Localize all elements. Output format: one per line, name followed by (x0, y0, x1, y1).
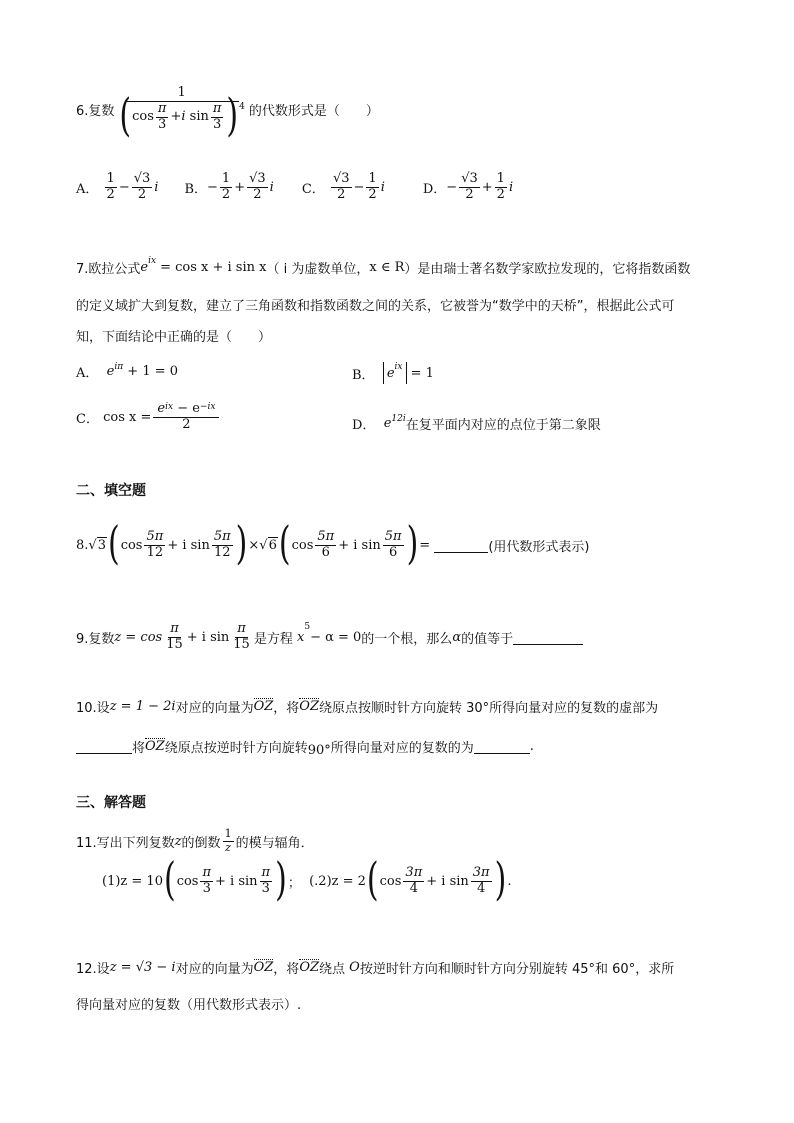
q11-pi1: π (202, 865, 212, 880)
q7-c-mid: − e (177, 401, 200, 416)
q11-three2: 3 (261, 880, 270, 896)
q7-tail: ）是由瑞士著名数学家欧拉发现的，它将指数函数 (404, 262, 691, 277)
q7-line3: 知，下面结论中正确的是（ ） (76, 330, 272, 345)
q6-tail: 的代数形式是（ ） (248, 103, 379, 119)
q10-blank1[interactable] (76, 739, 132, 754)
q7-e: e (140, 260, 149, 275)
q8: 8. √ 3 ( cos $\frac{5\pi}{12}$ + i sin $\frac{5\pi}{12}$ ) × √ 6 ( cos $\frac{5\pi}{6}$ + i sin $\frac{5\pi}{6}$ ) = (用代数形式表示) (76, 518, 590, 571)
q8-d1b: 12 (213, 544, 231, 560)
q6-c-n2: 1 (368, 171, 377, 186)
q7-option-d (352, 414, 601, 433)
q7-c-den: 2 (182, 416, 191, 432)
q12-oz2: OZ (299, 960, 320, 975)
q11-part2: (.2)z = 2 (309, 873, 366, 889)
q7-option-a (76, 362, 178, 381)
q11-line1 (76, 828, 314, 854)
q6-three2: 3 (213, 116, 222, 132)
q10-l1c: ，将 (273, 701, 300, 716)
q9-x: x (296, 629, 305, 645)
q6-stem (76, 85, 379, 143)
q11-part1: (1)z = 10 (102, 873, 163, 889)
q8-sqrt3: 3 (97, 538, 106, 554)
q6-c-d2: 2 (368, 186, 377, 202)
q7-a-label: A． (76, 366, 99, 381)
q6-cos: cos (132, 108, 154, 124)
q9-isin: + i sin (186, 629, 230, 645)
q9-mid: 是方程 (253, 631, 293, 647)
q7-a-rest: + 1 = 0 (127, 364, 179, 379)
q12-line1 (76, 958, 674, 977)
q6-pi2: π (212, 100, 222, 116)
q7-d-sup: 12i (391, 414, 406, 424)
q9-tail: 的一个根，那么 (361, 631, 453, 647)
q6-a-d1: 2 (106, 186, 115, 202)
q6-c-n1: √3 (332, 171, 350, 186)
q6-opt-d-label: D． (422, 181, 447, 197)
q12-l1c: ，将 (273, 962, 300, 977)
q6-opt-b-label: B． (184, 181, 208, 197)
q6-a-n2: √3 (133, 171, 151, 186)
q11-end: . (507, 873, 512, 889)
q6-denominator: ( cos $\frac{\pi}{3}$ + i sin $\frac{\pi}{3}$ ) $^4$ (119, 90, 245, 143)
q6-a-n1: 1 (106, 171, 115, 186)
q7-d-e: e (383, 416, 392, 431)
q9-pi1: π (170, 621, 179, 636)
q7-line1 (76, 258, 690, 277)
q9-pow: 5 (304, 622, 311, 632)
q6-a-minus: − (118, 179, 130, 195)
q6-exponent: 4 (239, 101, 245, 112)
q6-b-minus: − (207, 179, 218, 195)
q6-options (76, 172, 513, 203)
q9-answer-blank[interactable] (513, 630, 583, 645)
q8-cos1: cos (120, 537, 143, 553)
q7-d-label: D． (352, 418, 376, 433)
q8-tail: (用代数形式表示) (488, 539, 590, 555)
q8-d1: 12 (146, 544, 164, 560)
q11-n1: 3π (405, 865, 423, 880)
q7-mid: （ i 为虚数单位， (266, 262, 370, 277)
q10-dot: . (529, 739, 534, 754)
q6-i: i (181, 108, 186, 124)
q7-option-b (352, 362, 434, 384)
q11-zd: z (225, 840, 231, 854)
q12-l1d: 绕点 (319, 962, 346, 977)
q12-oz1: OZ (253, 960, 274, 975)
q7-b-sup: ix (394, 362, 403, 372)
q6-b-n1: 1 (221, 171, 231, 186)
q11-one: 1 (224, 827, 232, 840)
q8-answer-blank[interactable] (434, 538, 488, 553)
q8-cos2: cos (291, 537, 314, 553)
q11-pi2: π (261, 865, 271, 880)
q11-n2: 3π (472, 865, 490, 880)
q9 (76, 622, 583, 653)
q10-oz2: OZ (299, 699, 319, 714)
q11-l1b: 的倒数 (181, 835, 221, 851)
q12-line2: 得向量对应的复数（用代数形式表示）. (76, 998, 302, 1013)
q8-times: × (248, 537, 260, 553)
q6-d-n2: 1 (496, 171, 505, 186)
q6-numerator: 1 (125, 86, 239, 102)
q7-b-label: B． (352, 367, 375, 383)
q12-l1b: 对应的向量为 (175, 962, 254, 977)
q7-a-sup: iπ (114, 362, 124, 372)
q6-fraction (116, 85, 246, 143)
q10-line1 (76, 697, 658, 716)
q8-sqrt6: 6 (268, 538, 277, 554)
q7-d-rest: 在复平面内对应的点位于第二象限 (405, 418, 601, 433)
q11-cos2: cos (379, 873, 402, 889)
q6-a-i: i (154, 179, 159, 195)
q8-n1: 5π (146, 529, 164, 544)
q6-d-d2: 2 (496, 186, 505, 202)
q6-plus: + (170, 108, 182, 124)
q10-blank2[interactable] (474, 739, 530, 754)
q6-three1: 3 (158, 116, 167, 132)
q7-xr: x ∈ R (369, 260, 405, 275)
q6-opt-c-label: C． (301, 181, 325, 197)
q6-a-d2: 2 (137, 186, 147, 202)
q9-label: 9.复数 (76, 631, 115, 647)
q8-d2b: 6 (389, 544, 398, 560)
q11-semicolon: ； (287, 875, 301, 891)
q11-l1c: 的模与辐角． (235, 835, 314, 851)
q11-isin2: + i sin (426, 873, 469, 889)
q7-line2: 的定义域扩大到复数，建立了三角函数和指数函数之间的关系，它被誉为“数学中的天桥”，根据此公式可 (76, 299, 675, 314)
q10-oz3: OZ (145, 739, 165, 754)
q7-c-e1: e (157, 401, 166, 416)
q11-cos1: cos (176, 873, 199, 889)
q9-rest: − α = 0 (310, 629, 362, 645)
q7-b-e: e (386, 365, 395, 381)
q11-d1: 4 (409, 880, 418, 896)
q6-d-i: i (508, 179, 514, 195)
q6-d-minus: − (446, 179, 458, 195)
section-solve-title: 三、解答题 (76, 795, 146, 811)
q6-b-n2: √3 (249, 171, 266, 186)
q7-b-rest: = 1 (410, 365, 434, 381)
q7-c-left: cos x = (103, 409, 152, 425)
q8-n2: 5π (317, 529, 335, 544)
q8-isin2: + i sin (338, 537, 381, 553)
q10-z: z = 1 − 2i (109, 699, 176, 714)
q6-c-minus: − (353, 179, 365, 195)
q6-label: 6.复数 (76, 103, 115, 119)
q6-sin: sin (189, 108, 209, 124)
q8-n2b: 5π (384, 529, 402, 544)
q6-pi1: π (157, 100, 167, 116)
q8-label: 8. (76, 537, 89, 553)
q6-d-plus: + (481, 179, 493, 195)
q7-formula: = cos x + i sin x (160, 260, 267, 275)
q11-d2: 4 (477, 880, 486, 896)
q7-option-c (76, 402, 221, 433)
q9-d2: 15 (233, 636, 250, 652)
q10-oz1: OZ (253, 699, 274, 714)
q8-equals: = (419, 537, 431, 553)
q8-isin1: + i sin (167, 537, 210, 553)
q10-deg90: 90° (307, 743, 331, 758)
q9-tail2: 的值等于 (461, 631, 514, 647)
q7-c-sup2: −ix (199, 402, 216, 412)
q6-d-n1: √3 (461, 171, 478, 186)
q11-z: z (174, 833, 182, 849)
q10-label: 10.设 (76, 701, 110, 716)
q9-pi2: π (237, 621, 246, 636)
q10-line2 (76, 737, 534, 756)
q12-label: 12.设 (76, 962, 110, 977)
q12-l1e: 按逆时针方向和顺时针方向分别旋转 45°和 60°，求所 (359, 962, 675, 977)
q6-b-i: i (269, 179, 274, 195)
q6-b-plus: + (234, 179, 246, 195)
q10-l1b: 对应的向量为 (175, 701, 254, 716)
q11-parts: (1)z = 10 ( cos $\frac{\pi}{3}$ + i sin $\frac{\pi}{3}$ ) ； (.2)z = 2 ( cos $\frac{3\pi}{4}$ + i sin $\frac{3\pi}{4}$ ) . (102, 854, 512, 907)
q7-c-sup1: ix (165, 402, 174, 412)
q11-label: 11.写出下列复数 (76, 835, 175, 851)
q8-d2: 6 (321, 544, 330, 560)
q6-b-d1: 2 (221, 186, 231, 202)
q9-alpha: α (452, 629, 462, 645)
q10-l2b: 绕原点按逆时针方向旋转 (164, 741, 308, 756)
q9-d1: 15 (166, 636, 183, 652)
q7-c-label: C． (76, 411, 99, 427)
q6-b-d2: 2 (253, 186, 262, 202)
q6-c-i: i (380, 179, 385, 195)
q12-o: O (349, 960, 360, 975)
q11-isin1: + i sin (215, 873, 258, 889)
q9-z: z = cos (114, 629, 163, 645)
q6-opt-a-label: A． (76, 181, 99, 197)
q7-prefix: 7.欧拉公式 (76, 262, 141, 277)
q12-z: z = √3 − i (109, 960, 176, 975)
q6-c-d1: 2 (337, 186, 346, 202)
q10-l1d: 绕原点按顺时针方向旋转 30°所得向量对应的复数的虚部为 (319, 701, 659, 716)
q8-n1b: 5π (213, 529, 231, 544)
q6-d-d1: 2 (465, 186, 474, 202)
q7-ix: ix (148, 256, 157, 266)
q10-l2a: 将 (132, 741, 146, 756)
q10-l2c: 所得向量对应的复数的为 (330, 741, 474, 756)
section-fill-in-title: 二、填空题 (76, 483, 146, 499)
q11-three1: 3 (202, 880, 211, 896)
q7-a-e: e (106, 364, 115, 379)
